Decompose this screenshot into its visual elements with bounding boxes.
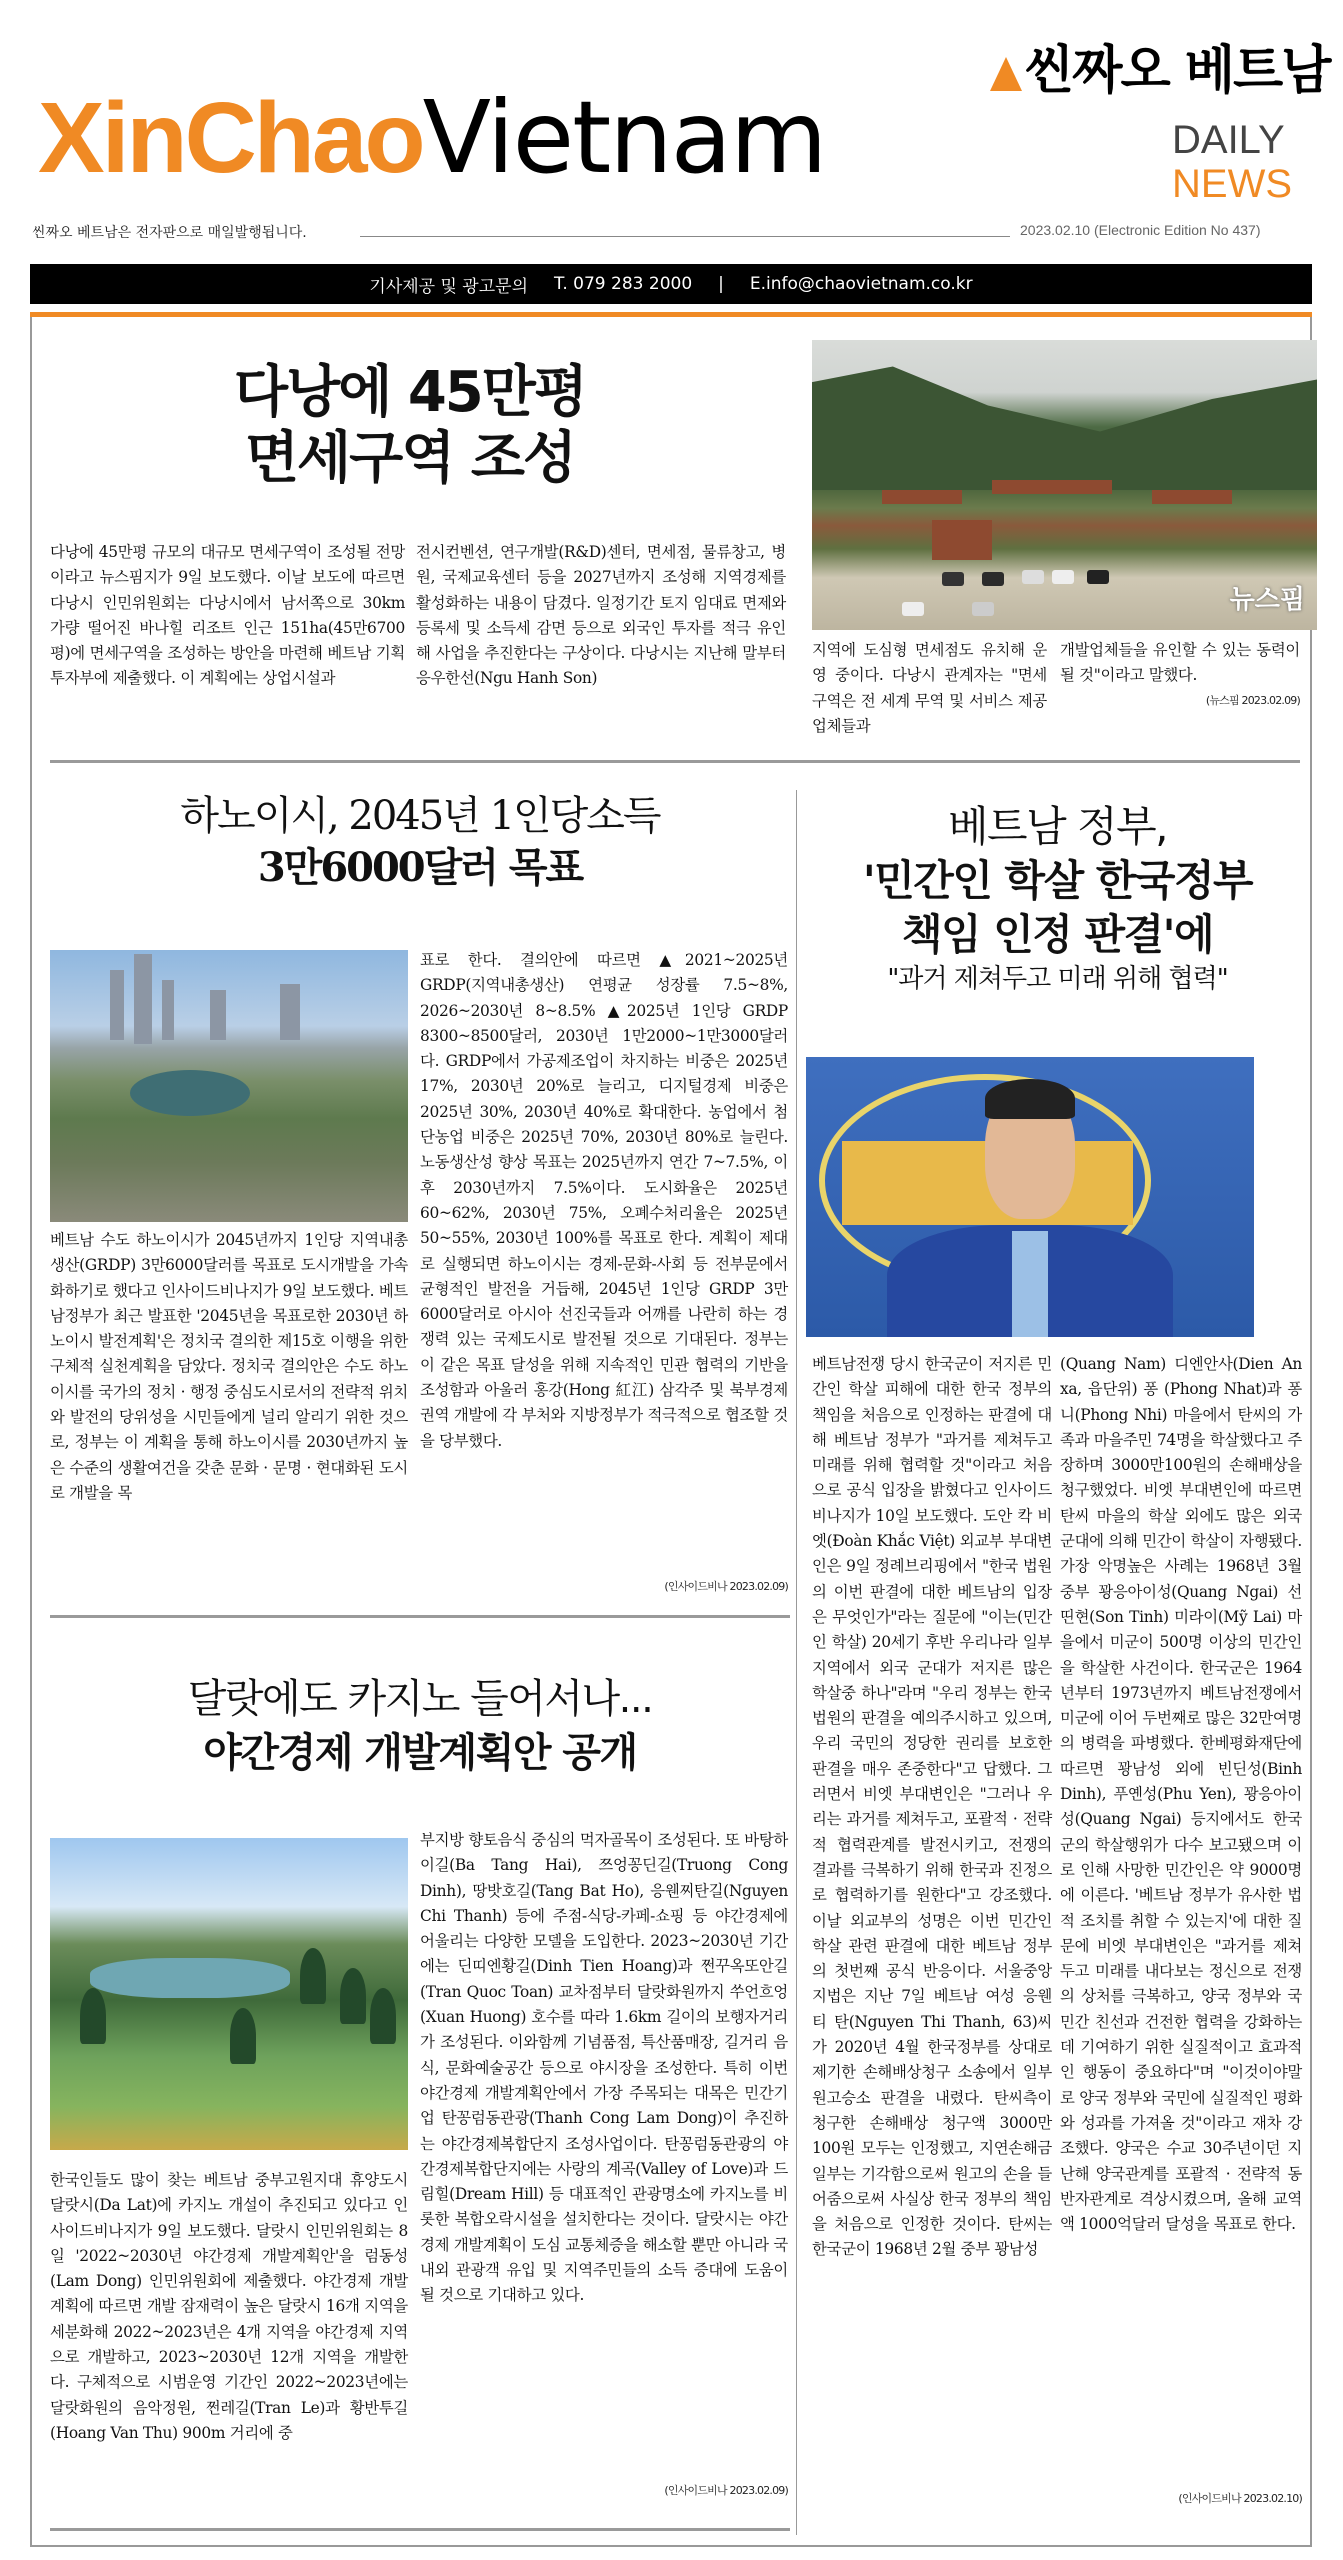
article-column: 한국인들도 많이 찾는 베트남 중부고원지대 휴양도시 달랏시(Da Lat)에 카지노 개설이 추진되고 있다고 인사이드비나지가 9일 보도했다. 달랏시 인민위원회는 8일 '2022~2030년 야간경제 개발계획안'을 럼동성(Lam Dong) 인민위원회에 제출했다. 야간경제 개발계획에 따르면 개발 잠재력이 높은 달랏시 16개 지역을 세분화해 2022~2023년은 4개 지역을 야간경제 지역으로 개발하고, 2023~2030년 12개 지역을 개발한다. 구체적으로 시범운영 기간인 2022~2023년에는 달랏화원의 음악정원, 쩐레길(Tran Le)과 황반투길(Hoang Van Thu) 900m 거리에 중 xyxy=(50,2171,408,2442)
article-source: (인사이드비나 2023.02.09) xyxy=(664,1580,788,1593)
brand-part-vietnam: Vietnam xyxy=(422,79,826,196)
headline-line: 책임 인정 판결'에 xyxy=(901,910,1214,959)
article-column: 전시컨벤션, 연구개발(R&D)센터, 면세점, 물류창고, 병원, 국제교육센터 등을 2027년까지 조성해 지역경제를 활성화하는 내용이 담겼다. 일정기간 토지 임대료 면제와 등록세 및 소득세 감면 등으로 외국인 투자를 적극 유인해 사업을 추진한다는 구상이다. 다낭시는 지난해 말부터 응우한선(Ngu Hanh Son) xyxy=(416,543,786,688)
contact-phone: T. 079 283 2000 xyxy=(554,274,693,294)
article-column: 다낭에 45만평 규모의 대규모 면세구역이 조성될 전망이라고 뉴스핌지가 9일 보도했다. 이날 보도에 따르면 다낭시 인민위원회는 다낭시에서 남서쪽으로 30km 가량 떨어진 바나힐 리조트 인근 151ha(45만6700평)에 면세구역을 조성하는 방안을 마련해 베트남 기획투자부에 제출했다. 이 계획에는 상업시설과 xyxy=(50,543,405,688)
photo-dalat-lake xyxy=(50,1838,408,2150)
column-divider xyxy=(796,790,797,2535)
article-column: 베트남전쟁 당시 한국군이 저지른 민간인 학살 피해에 대한 한국 정부의 책임을 처음으로 인정하는 판결에 대해 베트남 정부가 "과거를 제쳐두고 미래를 위해 협력할 것"이라고 처음으로 공식 입장을 밝혔다고 인사이드비나지가 10일 보도했다. 도안 칵 비엣(Đoàn Khắc Việt) 외교부 부대변인은 9일 정례브리핑에서 "한국 법원의 이번 판결에 대한 베트남의 입장은 무엇인가"라는 질문에 "이는(민간인 학살) 20세기 후반 우리나라 일부 지역에서 외국 군대가 저지른 많은 학살중 하나"라며 "우리 정부는 한국 법원의 판결을 예의주시하고 있으며, 우리 국민의 정당한 권리를 보호한 판결을 매우 존중한다"고 답했다. 그러면서 비엣 부대변인은 "그러나 우리는 과거를 제쳐두고, 포괄적 · 전략적 협력관계를 발전시키고, 전쟁의 결과를 극복하기 위해 한국과 진정으로 협력하기를 원한다"고 강조했다. 이날 외교부의 성명은 이번 민간인 학살 관련 판결에 대한 베트남 정부의 첫번째 공식 반응이다. 서울중앙지법은 지난 7일 베트남 여성 응웬 티 탄(Nguyen Thi Thanh, 63)씨가 2020년 4월 한국정부를 상대로 제기한 손해배상청구 소송에서 일부 원고승소 판결을 내렸다. 탄씨측이 청구한 손해배상 청구액 3000만100원 모두는 인정했고, 지연손해금 일부는 기각함으로써 원고의 손을 들어줌으로써 사실상 한국 정부의 책임을 처음으로 인정한 것이다. 탄씨는 한국군이 1968년 2월 중부 꽝남성 xyxy=(812,1355,1052,2259)
article-source: (뉴스핌 2023.02.09) xyxy=(1205,694,1300,707)
headline-line: 베트남 정부, xyxy=(947,802,1168,851)
korean-logo-text: 씬짜오 베트남 xyxy=(1024,41,1330,101)
headline-line: 3만6000달러 목표 xyxy=(257,844,583,891)
article-source: (인사이드비나 2023.02.09) xyxy=(664,2484,788,2497)
korean-logo xyxy=(990,28,1330,103)
article-headline xyxy=(50,1672,790,1780)
section-divider xyxy=(50,2528,790,2531)
article-column: 베트남 수도 하노이시가 2045년까지 1인당 지역내총생산(GRDP) 3만6000달러를 목표로 도시개발을 가속화하기로 했다고 인사이드비나지가 9일 보도했다. 베트남정부가 최근 발표한 '2045년을 목표로한 2030년 하노이시 발전계획'은 정치국 결의한 제15호 이행을 위한 구체적 실천계획을 담았다. 정치국 결의안은 수도 하노이시를 국가의 정치 · 행정 중심도시로서의 전략적 위치와 발전의 당위성을 시민들에게 널리 알리기 위한 것으로, 정부는 이 계획을 통해 하노이시를 2030년까지 높은 수준의 생활여건을 갖춘 문화 · 문명 · 현대화된 도시로 개발을 목 xyxy=(50,1231,408,1502)
article-column: (Quang Nam) 디엔안사(Dien An xa, 읍단위) 퐁 (Phong Nhat)과 퐁니(Phong Nhi) 마을에서 탄씨의 가족과 마을주민 74명을 학살했다고 주장하며 3000만100원의 손해배상을 청구했었다. 비엣 부대변인에 따르면 탄씨 마을의 학살 외에도 많은 외국 군대에 의해 민간이 학살이 자행됐다. 가장 악명높은 사례는 1968년 3월 중부 꽝응아이성(Quang Ngai) 선띤현(Son Tinh) 미라이(Mỹ Lai) 마을에서 미군이 500명 이상의 민간인을 학살한 사건이다. 한국군은 1964년부터 1973년까지 베트남전쟁에서 미군에 이어 두번째로 많은 32만여명의 병력을 파병했다. 한베평화재단에 따르면 꽝남성 외에 빈딘성(Binh Dinh), 푸옌성(Phu Yen), 꽝응아이성(Quang Ngai) 등지에서도 한국군의 학살행위가 다수 보고됐으며 이로 인해 사망한 민간인은 약 9000명에 이른다. '베트남 정부가 유사한 법적 조치를 취할 수 있는지'에 대한 질문에 비엣 부대변인은 "과거를 제쳐두고 미래를 내다보는 정신으로 전쟁의 상처를 극복하고, 양국 정부와 국민간 친선과 건전한 협력을 강화하는데 기여하기 위한 실질적이고 효과적인 행동이 중요하다"며 "이것이야말로 양국 정부와 국민에 실질적인 평화와 성과를 가져올 것"이라고 재차 강조했다. 양국은 수교 30주년이던 지난해 양국관계를 포괄적 · 전략적 동반자관계로 격상시켰으며, 올해 교역액 1000억달러 달성을 목표로 한다. xyxy=(1060,1355,1302,2234)
news-label: NEWS xyxy=(1172,162,1292,206)
hat-icon xyxy=(990,57,1022,91)
brand-part-xinchao: XinChao xyxy=(38,82,423,194)
brand-logo xyxy=(38,78,825,198)
headline-line: 야간경제 개발계획안 공개 xyxy=(203,1730,637,1776)
tagline-divider xyxy=(360,236,1010,237)
article-column: 부지방 향토음식 중심의 먹자골목이 조성된다. 또 바탕하이길(Ba Tang Hai), 쯔엉꽁딘길(Truong Cong Dinh), 땅밧호길(Tang Bat Ho), 응웬찌탄길(Nguyen Chi Thanh) 등에 주점-식당-카페-쇼핑 등 야간경제에 어울리는 다양한 모델을 도입한다. 2023~2030년 기간에는 딘띠엔황길(Dinh Tien Hoang)과 쩐꾸옥또안길(Tran Quoc Toan) 교차점부터 달랏화원까지 쑤언흐엉(Xuan Huong) 호수를 따라 1.6km 길이의 보행자거리가 조성된다. 이와함께 기념품점, 특산품매장, 길거리 음식, 문화예술공간 등으로 야시장을 조성한다. 특히 이번 야간경제 개발계획안에서 가장 주목되는 대목은 민간기업 탄꽁럼동관광(Thanh Cong Lam Dong)이 추진하는 야간경제복합단지 조성사업이다. 탄꽁럼동관광의 야간경제복합단지에는 사랑의 계곡(Valley of Love)과 드림힐(Dream Hill) 등 대표적인 관광명소에 카지노를 비롯한 복합오락시설을 설치한다는 것이다. 달랏시는 야간경제 개발계획이 도심 교통체증을 해소할 뿐만 아니라 국내외 관광객 유입 및 지역주민들의 소득 증대에 도움이 될 것으로 기대하고 있다. xyxy=(420,1831,788,2305)
edition-info: 2023.02.10 (Electronic Edition No 437) xyxy=(1020,222,1261,238)
headline-line: 면세구역 조성 xyxy=(244,426,576,491)
headline-line: '민간인 학살 한국정부 xyxy=(862,856,1253,905)
contact-bar xyxy=(30,264,1312,304)
photo-resort-aerial xyxy=(812,340,1317,630)
photo-hanoi-cityscape xyxy=(50,950,408,1222)
article-headline xyxy=(60,360,760,492)
article-column: 표로 한다. 결의안에 따르면 ▲2021~2025년 GRDP(지역내총생산) 연평균 성장률 7.5~8%, 2026~2030년 8~8.5% ▲2025년 1인당 GRDP 8300~8500달러, 2030년 1만2000~1만3000달러다. GRDP에서 가공제조업이 차지하는 비중은 2025년 17%, 2030년 20%로 늘리고, 디지털경제 비중은 2025년 30%, 2030년 40%로 확대한다. 농업에서 첨단농업 비중은 2025년 70%, 2030년 80%로 늘린다. 노동생산성 향상 목표는 2025년까지 연간 7~7.5%, 이후 2030년까지 7.5%이다. 도시화율은 2025년 60~62%, 2030년 75%, 오폐수처리율은 2025년 50~55%, 2030년 100%를 목표로 한다. 계획이 제대로 실행되면 하노이시는 경제-문화-사회 등 전부문에서 균형적인 발전을 거듭해, 2045년 1인당 GRDP 3만6000달러로 아시아 선진국들과 어깨를 나란히 하는 경쟁력 있는 국제도시로 발전될 것으로 기대된다. 정부는 이 같은 목표 달성을 위해 지속적인 민관 협력의 기반을 조성함과 아울러 홍강(Hong 紅江) 삼각주 및 북부경제권역 개발에 각 부처와 지방정부가 적극적으로 협조할 것을 당부했다. xyxy=(420,951,788,1450)
contact-label: 기사제공 및 광고문의 xyxy=(369,276,528,297)
article-column: 지역에 도심형 면세점도 유치해 운영 중이다. 다낭시 관계자는 "면세 구역은 전 세계 무역 및 서비스 제공업체들과 xyxy=(812,641,1047,735)
contact-email[interactable]: E.info@chaovietnam.co.kr xyxy=(749,274,973,294)
tagline: 씬짜오 베트남은 전자판으로 매일발행됩니다. xyxy=(32,225,307,241)
article-source: (인사이드비나 2023.02.10) xyxy=(1178,2492,1302,2505)
article-headline xyxy=(805,800,1310,996)
subheadline: "과거 제쳐두고 미래 위해 협력" xyxy=(887,964,1228,994)
section-divider xyxy=(50,760,1300,763)
article-column: 개발업체들을 유인할 수 있는 동력이 될 것"이라고 말했다. xyxy=(1060,641,1300,685)
contact-separator: | xyxy=(718,274,724,294)
article-headline xyxy=(50,790,790,894)
headline-line: 하노이시, 2045년 1인당소득 xyxy=(180,793,660,839)
headline-line: 다낭에 45만평 xyxy=(234,360,586,425)
photo-spokesperson xyxy=(806,1057,1254,1337)
daily-label: DAILY xyxy=(1172,118,1285,162)
section-divider xyxy=(50,1615,790,1618)
photo-watermark: 뉴스핌 xyxy=(1229,585,1305,615)
headline-line: 달랏에도 카지노 들어서나... xyxy=(187,1676,653,1722)
